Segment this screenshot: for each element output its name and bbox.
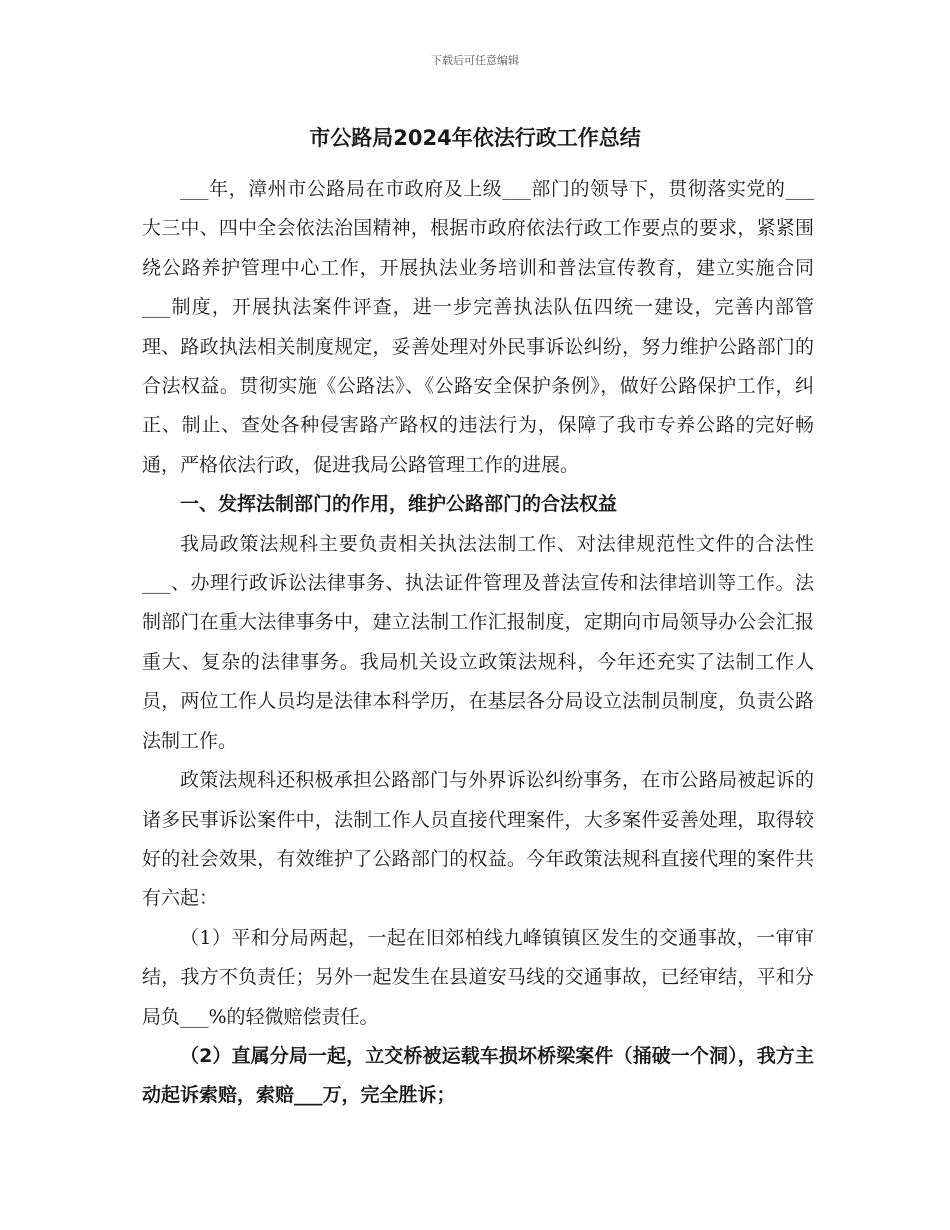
body-paragraph: 政策法规科还积极承担公路部门与外界诉讼纠纷事务，在市公路局被起诉的诸多民事诉讼案件中，法制工作人员直接代理案件，大多案件妥善处理，取得较好的社会效果，有效维护了公路部门的权益。今年政策法规科直接代理的案件共有六起： [142, 769, 814, 910]
case-item-2: （2）直属分局一起，立交桥被运载车损坏桥梁案件（捅破一个洞），我方主动起诉索赔，索赔___万，完全胜诉； [142, 1044, 814, 1107]
document-title: 市公路局2024年依法行政工作总结 [309, 126, 641, 150]
document-body [142, 170, 814, 1116]
body-paragraph: 我局政策法规科主要负责相关执法法制工作、对法律规范性文件的合法性___、办理行政诉讼法律事务、执法证件管理及普法宣传和法律培训等工作。法制部门在重大法律事务中，建立法制工作汇报制度，定期向市局领导办公会汇报重大、复杂的法律事务。我局机关设立政策法规科，今年还充实了法制工作人员，两位工作人员均是法律本科学历，在基层各分局设立法制员制度，负责公路法制工作。 [142, 532, 814, 752]
section-heading: 一、发挥法制部门的作用，维护公路部门的合法权益 [180, 493, 618, 516]
page-header-note: 下载后可任意编辑 [431, 54, 519, 67]
case-item-1: （1）平和分局两起，一起在旧郊柏线九峰镇镇区发生的交通事故，一审审结，我方不负责任；另外一起发生在县道安马线的交通事故，已经审结，平和分局负___%的轻微赔偿责任。 [142, 926, 814, 1028]
intro-paragraph: ___年，漳州市公路局在市政府及上级___部门的领导下，贯彻落实党的___大三中、四中全会依法治国精神，根据市政府依法行政工作要点的要求，紧紧围绕公路养护管理中心工作，开展执法业务培训和普法宣传教育，建立实施合同___制度，开展执法案件评查，进一步完善执法队伍四统一建设，完善内部管理、路政执法相关制度规定，妥善处理对外民事诉讼纠纷，努力维护公路部门的合法权益。贯彻实施《公路法》、《公路安全保护条例》，做好公路保护工作，纠正、制止、查处各种侵害路产路权的违法行为，保障了我市专养公路的完好畅通，严格依法行政，促进我局公路管理工作的进展。 [142, 178, 814, 476]
